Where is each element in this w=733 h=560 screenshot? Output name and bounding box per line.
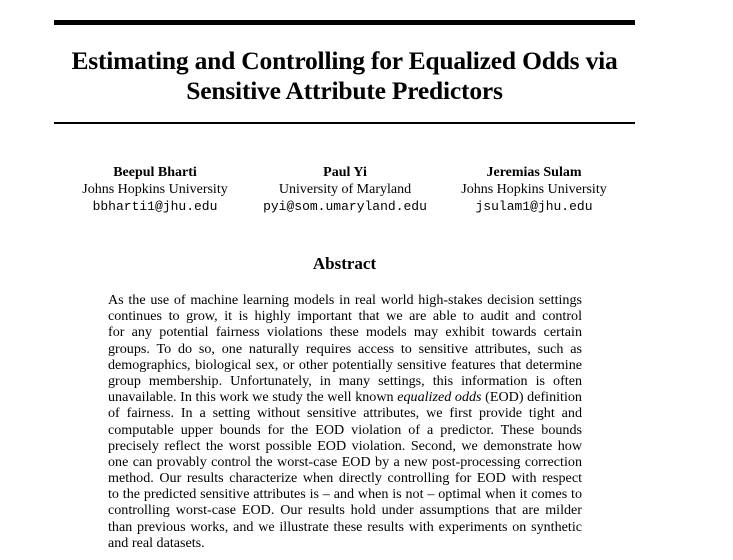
title-line-2: Sensitive Attribute Predictors — [186, 76, 503, 105]
author-affiliation: Johns Hopkins University — [82, 182, 228, 197]
author-name: Beepul Bharti — [113, 165, 197, 180]
abstract-body — [108, 292, 582, 551]
abstract-line: and real datasets. — [108, 534, 205, 551]
abstract-line: precisely reflect the worst possible EOD violation. Second, we demonstrate how — [108, 437, 582, 454]
author-2 — [250, 164, 440, 215]
abstract-line-with-emphasis — [108, 389, 582, 405]
abstract-line: method. Our results characterize when directly controlling for EOD with respect — [108, 470, 582, 487]
emphasis-equalized-odds: equalized odds — [397, 389, 482, 406]
abstract-line: continues to grow, it is highly important that we are able to audit and control — [108, 308, 582, 325]
top-rule — [54, 20, 635, 25]
author-affiliation: University of Maryland — [278, 182, 412, 197]
abstract-line: to the predicted sensitive attributes is – and when is not – optimal when it comes to — [108, 486, 582, 503]
abstract-line: of fairness. In a setting without sensitive attributes, we first provide tight and — [108, 405, 582, 422]
abstract-line: controlling worst-case EOD. Our results hold under assumptions that are milder — [108, 502, 582, 519]
author-email: jsulam1@jhu.edu — [475, 199, 593, 214]
abstract-line: for any potential fairness violations these models may exhibit towards certain — [108, 324, 582, 341]
bottom-rule — [54, 122, 635, 124]
author-email: bbharti1@jhu.edu — [92, 199, 218, 214]
abstract-line: than previous works, and we illustrate these results with experiments on synthetic — [108, 518, 582, 535]
abstract-text: (EOD) definition — [481, 389, 582, 406]
abstract-line: computable upper bounds for the EOD violation of a predictor. These bounds — [108, 421, 582, 438]
abstract-line: one can provably control the worst-case EOD by a new post-processing correction — [108, 453, 582, 470]
author-affiliation: Johns Hopkins University — [461, 182, 607, 197]
abstract-text: unavailable. In this work we study the well known — [108, 389, 398, 406]
author-3 — [450, 164, 618, 215]
title-line-1: Estimating and Controlling for Equalized Odds via — [71, 46, 618, 75]
abstract-line: demographics, biological sex, or other potentially sensitive features that determine — [108, 356, 582, 373]
abstract-line: As the use of machine learning models in real world high-stakes decision settings — [108, 292, 582, 308]
author-name: Jeremias Sulam — [486, 165, 582, 180]
author-email: pyi@som.umaryland.edu — [263, 199, 427, 214]
paper-title — [54, 46, 635, 106]
abstract-heading: Abstract — [312, 254, 377, 273]
abstract-line: group membership. Unfortunately, in many settings, this information is often — [108, 372, 582, 389]
author-1 — [70, 164, 240, 215]
author-name: Paul Yi — [323, 165, 367, 180]
abstract-line: groups. To do so, one naturally requires access to sensitive attributes, such as — [108, 340, 582, 357]
